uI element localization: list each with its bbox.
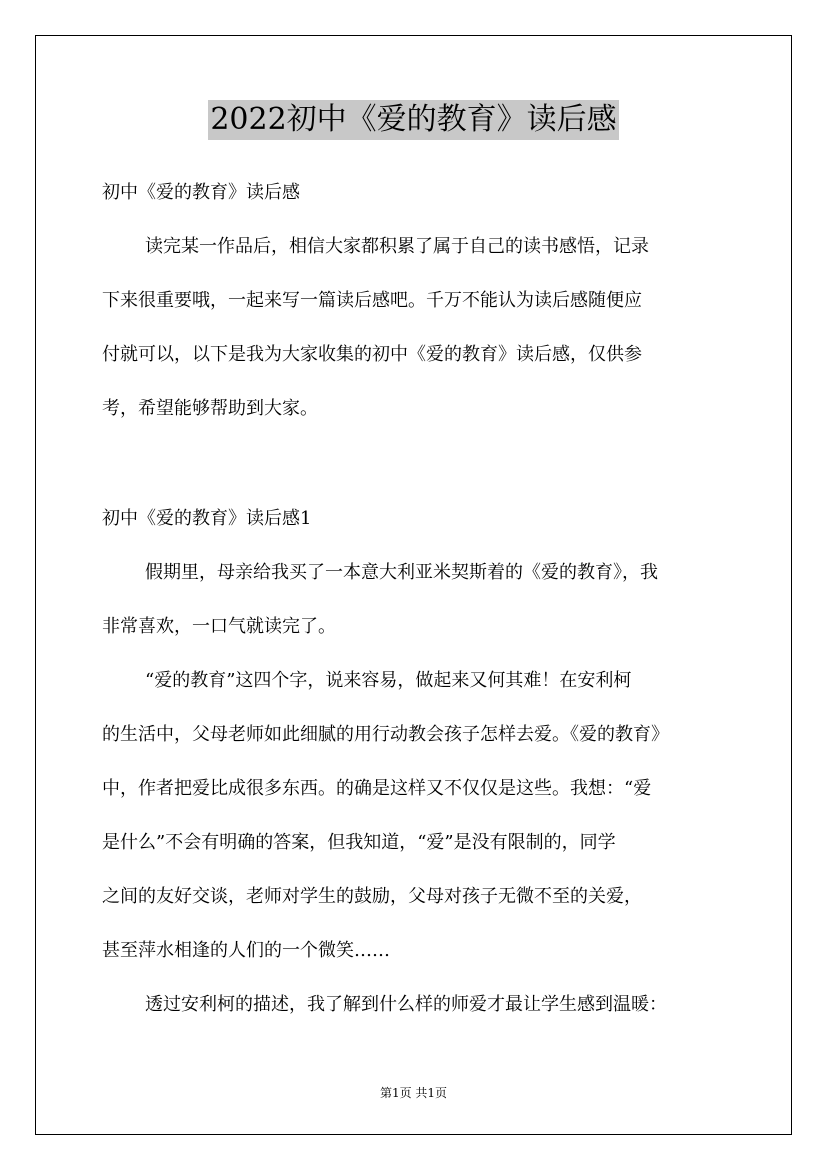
section-heading: 初中《爱的教育》读后感 bbox=[102, 182, 300, 203]
section-heading: 初中《爱的教育》读后感1 bbox=[102, 508, 312, 529]
text-line: “爱的教育”这四个字，说来容易，做起来又何其难！在安利柯 bbox=[145, 670, 632, 691]
text-line: 非常喜欢，一口气就读完了。 bbox=[102, 616, 336, 637]
body-paragraph bbox=[102, 546, 727, 654]
text-line: 甚至萍水相逢的人们的一个微笑…… bbox=[102, 940, 390, 961]
body-paragraph bbox=[102, 654, 727, 978]
text-line: 下来很重要哦，一起来写一篇读后感吧。千万不能认为读后感随便应 bbox=[102, 290, 642, 311]
text-line: 中，作者把爱比成很多东西。的确是这样又不仅仅是这些。我想：“爱 bbox=[102, 778, 652, 799]
text-line: 透过安利柯的描述，我了解到什么样的师爱才最让学生感到温暖： bbox=[145, 994, 667, 1015]
body-paragraph bbox=[102, 978, 727, 1032]
intro-paragraph bbox=[102, 220, 727, 436]
text-line: 考，希望能够帮助到大家。 bbox=[102, 398, 318, 419]
text-line: 读完某一作品后，相信大家都积累了属于自己的读书感悟，记录 bbox=[145, 236, 649, 257]
text-line: 之间的友好交谈，老师对学生的鼓励，父母对孩子无微不至的关爱， bbox=[102, 886, 642, 907]
page-footer: 第1页 共1页 bbox=[379, 1086, 448, 1100]
text-line: 假期里，母亲给我买了一本意大利亚米契斯着的《爱的教育》，我 bbox=[145, 562, 658, 583]
text-line: 是什么”不会有明确的答案，但我知道，“爱”是没有限制的，同学 bbox=[102, 832, 616, 853]
document-title: 2022初中《爱的教育》读后感 bbox=[208, 100, 618, 140]
title-container bbox=[0, 100, 827, 140]
text-line: 付就可以，以下是我为大家收集的初中《爱的教育》读后感，仅供参 bbox=[102, 344, 642, 365]
text-line: 的生活中，父母老师如此细腻的用行动教会孩子怎样去爱。《爱的教育》 bbox=[102, 724, 669, 745]
